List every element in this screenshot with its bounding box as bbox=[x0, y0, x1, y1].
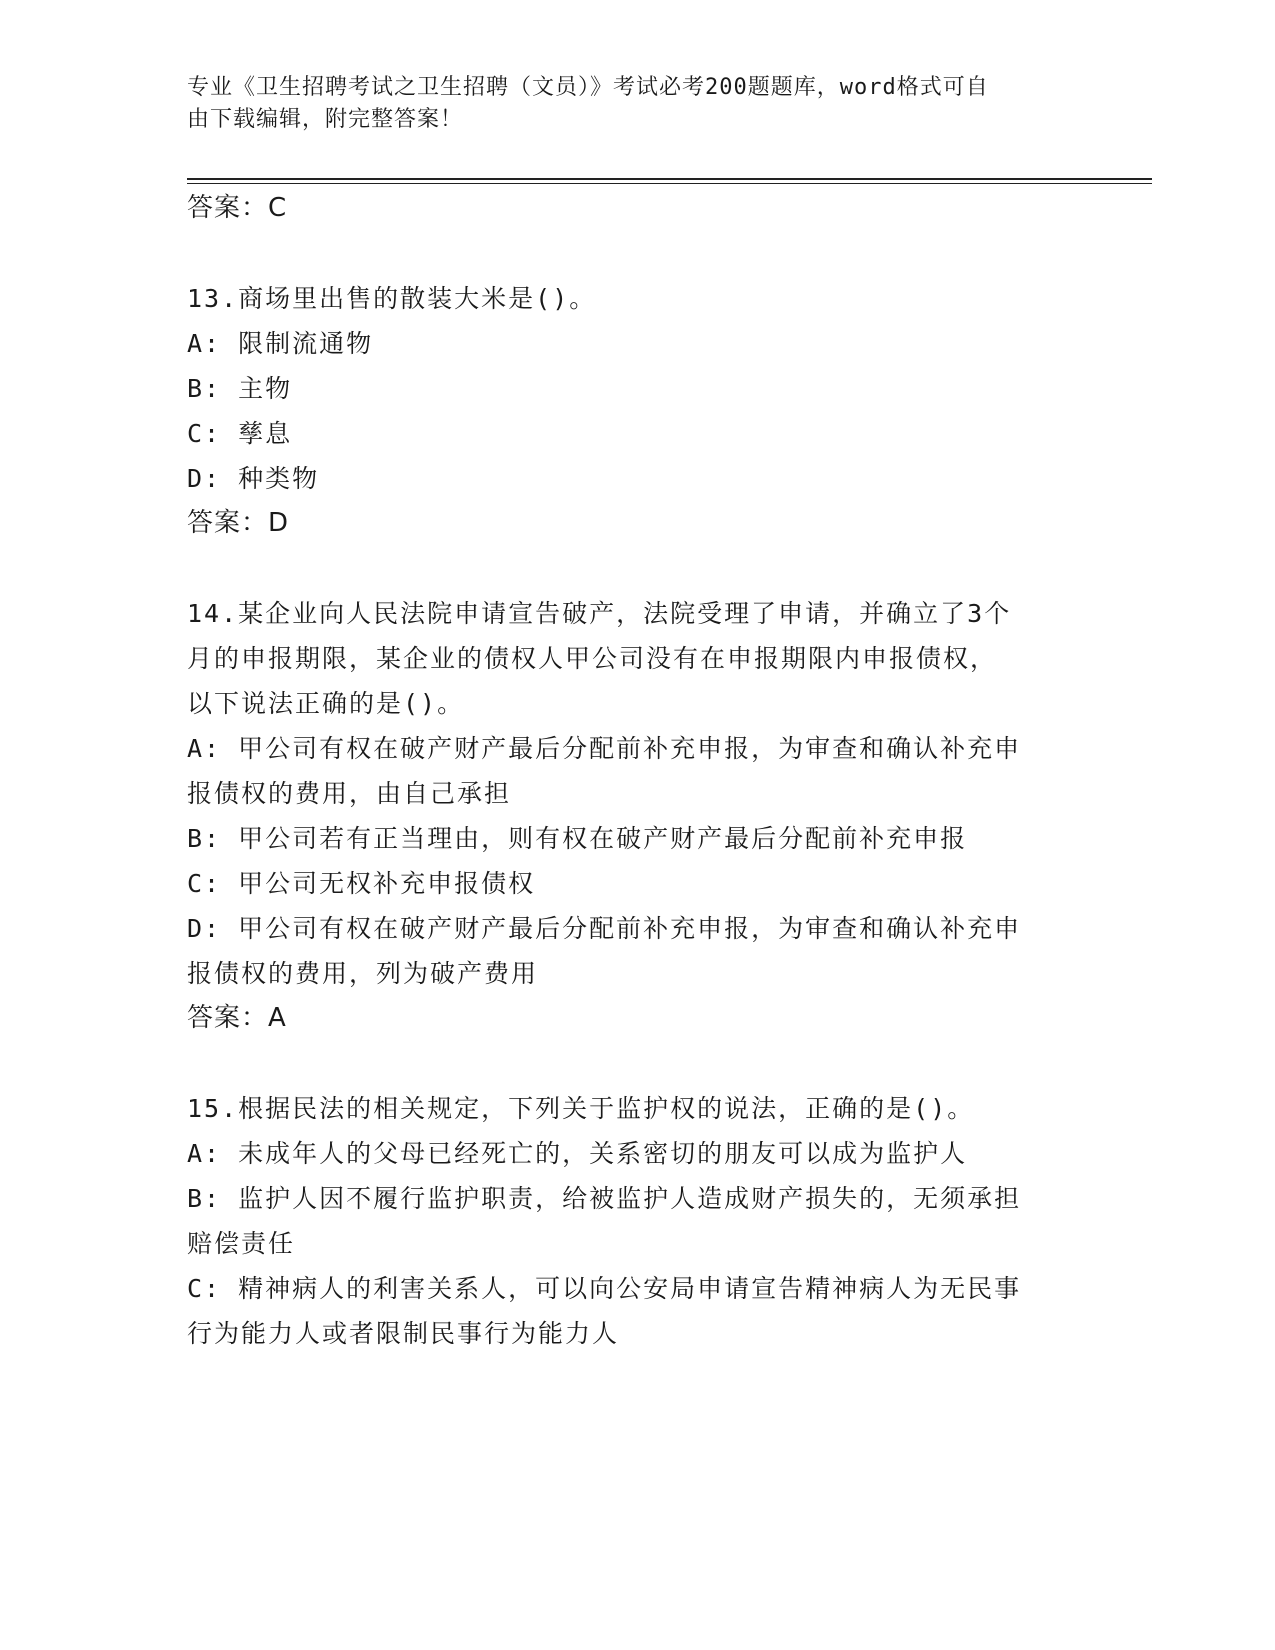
question-stem: 月的申报期限，某企业的债权人甲公司没有在申报期限内申报债权， bbox=[187, 644, 998, 673]
spacer bbox=[187, 546, 1067, 591]
question-stem: 14.某企业向人民法院申请宣告破产，法院受理了申请，并确立了3个 bbox=[187, 599, 1012, 628]
option-b: B: 甲公司若有正当理由，则有权在破产财产最后分配前补充申报 bbox=[187, 824, 968, 853]
option-a: A: 限制流通物 bbox=[187, 329, 374, 358]
spacer bbox=[187, 231, 1067, 276]
question-14 bbox=[187, 591, 1067, 1041]
header-divider-thin bbox=[187, 183, 1152, 184]
option-b: B: 监护人因不履行监护职责，给被监护人造成财产损失的，无须承担 bbox=[187, 1184, 1022, 1213]
option-d: D: 甲公司有权在破产财产最后分配前补充申报，为审查和确认补充申 bbox=[187, 914, 1022, 943]
header-line-2: 由下载编辑，附完整答案！ bbox=[187, 107, 464, 132]
document-header bbox=[187, 72, 1067, 136]
question-stem: 13.商场里出售的散装大米是()。 bbox=[187, 284, 597, 313]
option-a: A: 甲公司有权在破产财产最后分配前补充申报，为审查和确认补充申 bbox=[187, 734, 1022, 763]
header-line-1: 专业《卫生招聘考试之卫生招聘（文员）》考试必考200题题库，word格式可自 bbox=[187, 75, 989, 100]
question-stem: 以下说法正确的是()。 bbox=[187, 689, 465, 718]
questions-content bbox=[187, 186, 1067, 1356]
option-b: B: 主物 bbox=[187, 374, 293, 403]
question-13 bbox=[187, 276, 1067, 546]
header-divider-thick bbox=[187, 178, 1152, 180]
option-c: C: 精神病人的利害关系人，可以向公安局申请宣告精神病人为无民事 bbox=[187, 1274, 1022, 1303]
answer: 答案：A bbox=[187, 1003, 287, 1033]
spacer bbox=[187, 1041, 1067, 1086]
option-c: C: 甲公司无权补充申报债权 bbox=[187, 869, 536, 898]
option-d: D: 种类物 bbox=[187, 464, 320, 493]
question-15 bbox=[187, 1086, 1067, 1356]
option-a-continued: 报债权的费用，由自己承担 bbox=[187, 779, 512, 808]
option-c: C: 孳息 bbox=[187, 419, 293, 448]
option-d-continued: 报债权的费用，列为破产费用 bbox=[187, 959, 539, 988]
question-stem: 15.根据民法的相关规定，下列关于监护权的说法，正确的是()。 bbox=[187, 1094, 975, 1123]
previous-answer: 答案：C bbox=[187, 193, 288, 223]
option-b-continued: 赔偿责任 bbox=[187, 1229, 296, 1258]
option-c-continued: 行为能力人或者限制民事行为能力人 bbox=[187, 1319, 620, 1348]
option-a: A: 未成年人的父母已经死亡的，关系密切的朋友可以成为监护人 bbox=[187, 1139, 968, 1168]
answer: 答案：D bbox=[187, 508, 290, 538]
